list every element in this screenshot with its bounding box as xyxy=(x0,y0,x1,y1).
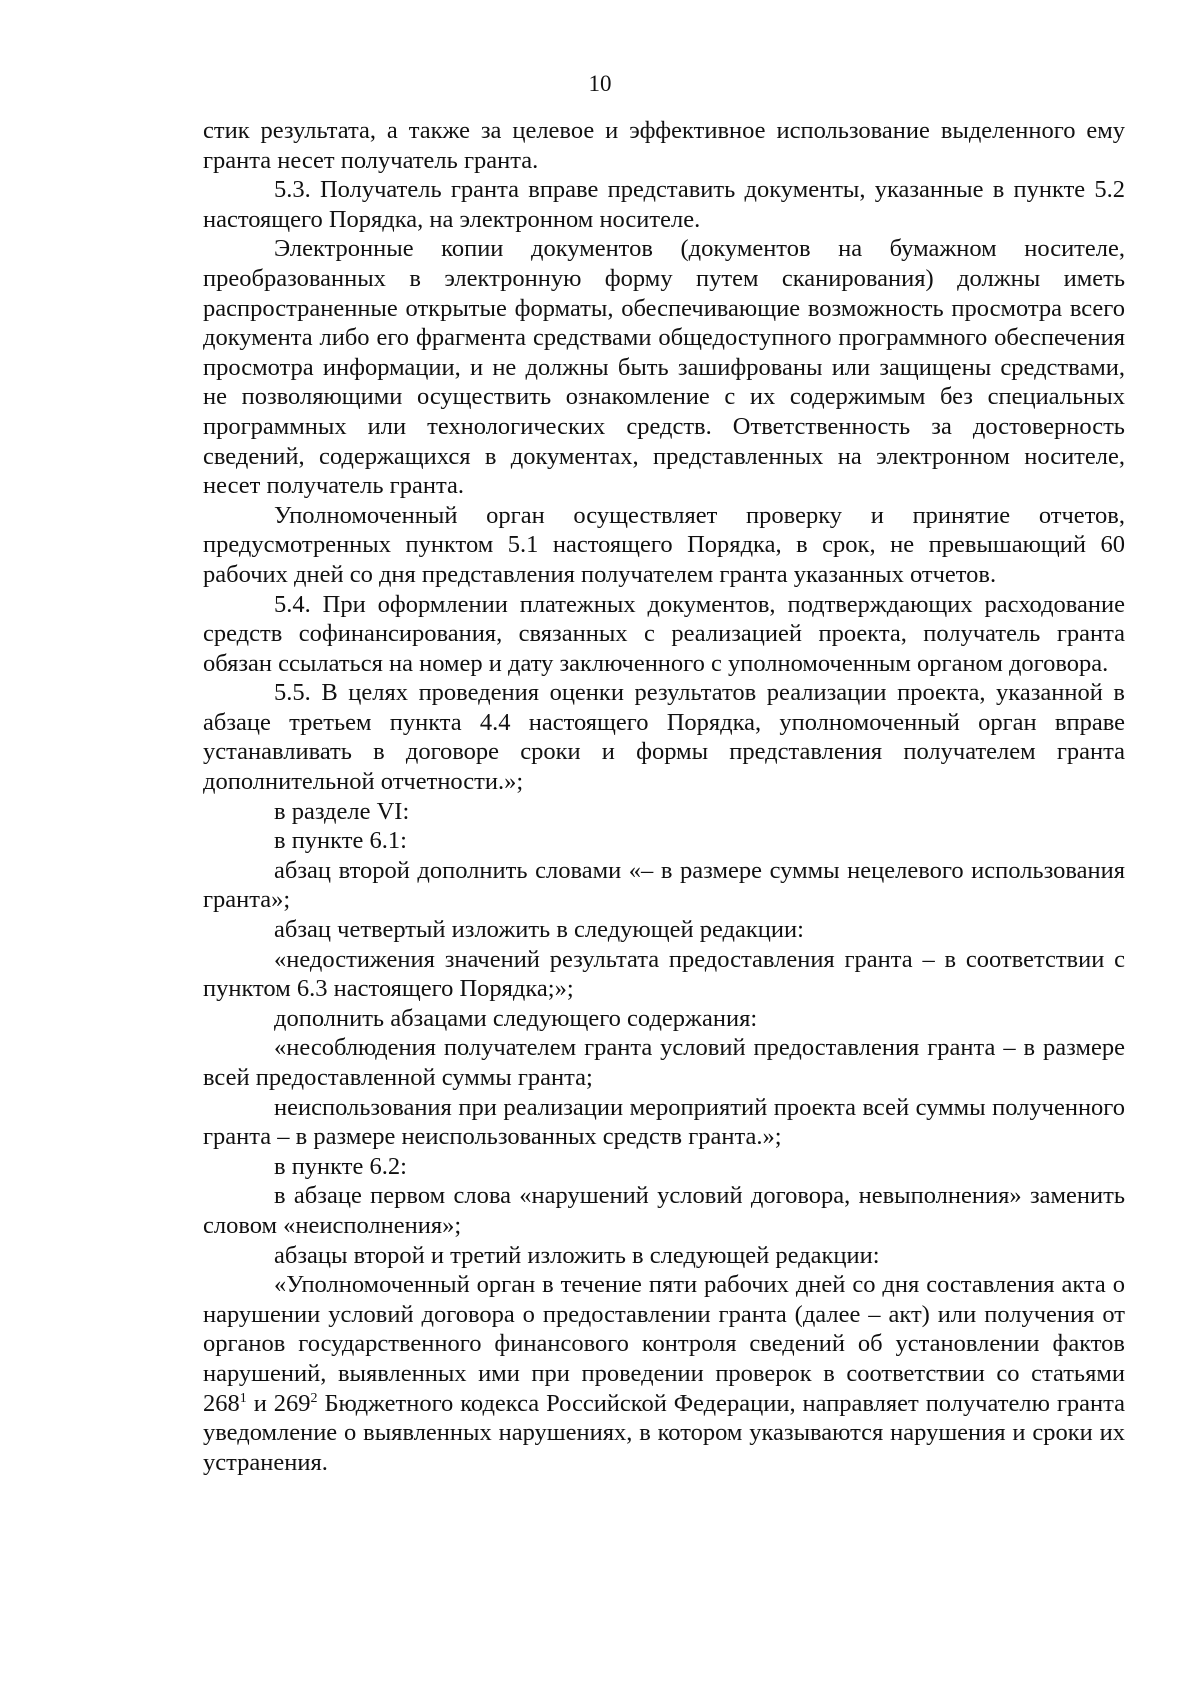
paragraph: абзацы второй и третий изложить в следующей редакции: xyxy=(274,1241,880,1269)
document-body xyxy=(203,116,1125,1477)
paragraph: абзац четвертый изложить в следующей редакции: xyxy=(274,916,804,944)
paragraph: «недостижения значений результата предоставления гранта – в соответствии с пунктом 6.3 настоящего Порядка;»; xyxy=(203,945,1125,1003)
paragraph: Электронные копии документов (документов на бумажном носителе, преобразованных в электронную форму путем сканирования) должны иметь распространенные открытые форматы, обеспечивающие возможность просмотра всего документа либо его фрагмента средствами общедоступного программного обеспечения просмотра информации, и не должны быть зашифрованы или защищены средствами, не позволяющими осуществить ознакомление с их содержимым без специальных программных или технологических средств. Ответственность за достоверность сведений, содержащихся в документах, представленных на электронном носителе, несет получатель гранта. xyxy=(203,235,1125,500)
paragraph: «несоблюдения получателем гранта условий предоставления гранта – в размере всей предоставленной суммы гранта; xyxy=(203,1034,1125,1091)
paragraph: 5.5. В целях проведения оценки результатов реализации проекта, указанной в абзаце третьем пункта 4.4 настоящего Порядка, уполномоченный орган вправе устанавливать в договоре сроки и формы представления получателем гранта дополнительной отчетности.»; xyxy=(203,679,1125,796)
paragraph: дополнить абзацами следующего содержания: xyxy=(274,1004,758,1032)
paragraph: в пункте 6.2: xyxy=(274,1152,407,1180)
paragraph: в пункте 6.1: xyxy=(274,827,407,855)
paragraph: абзац второй дополнить словами «– в размере суммы нецелевого использования гранта»; xyxy=(203,856,1125,914)
paragraph: 5.4. При оформлении платежных документов, подтверждающих расходование средств софинансирования, связанных с реализацией проекта, получатель гранта обязан ссылаться на номер и дату заключенного с уполномоченным органом договора. xyxy=(203,590,1125,677)
paragraph: в абзаце первом слова «нарушений условий договора, невыполнения» заменить словом «неисполнения»; xyxy=(203,1182,1125,1239)
superscript: 2 xyxy=(310,1390,318,1406)
final-text-part: и 269 xyxy=(246,1389,311,1417)
final-text-part: Бюджетного кодекса Российской Федерации, направляет получателю гранта уведомление о выявленных нарушениях, в котором указываются нарушения и сроки их устранения. xyxy=(203,1389,1125,1476)
final-text-part: «Уполномоченный орган в течение пяти рабочих дней со дня составления акта о нарушении условий договора о предоставлении гранта (далее – акт) или получения от органов государственного финансового контроля сведений об установлении фактов нарушений, выявленных ими при проведении проверок в соответствии со статьями 268 xyxy=(203,1271,1125,1417)
paragraph: неиспользования при реализации мероприятий проекта всей суммы полученного гранта – в размере неиспользованных средств гранта.»; xyxy=(203,1093,1125,1151)
page-number: 10 xyxy=(588,71,612,96)
paragraph: в разделе VI: xyxy=(274,797,410,825)
paragraph: стик результата, а также за целевое и эффективное использование выделенного ему гранта несет получатель гранта. xyxy=(203,117,1125,174)
paragraph: 5.3. Получатель гранта вправе представить документы, указанные в пункте 5.2 настоящего Порядка, на электронном носителе. xyxy=(203,176,1125,233)
paragraph-final xyxy=(203,1270,1125,1477)
paragraph: Уполномоченный орган осуществляет проверку и принятие отчетов, предусмотренных пунктом 5.1 настоящего Порядка, в срок, не превышающий 60 рабочих дней со дня представления получателем гранта указанных отчетов. xyxy=(203,501,1125,588)
superscript: 1 xyxy=(239,1390,247,1406)
